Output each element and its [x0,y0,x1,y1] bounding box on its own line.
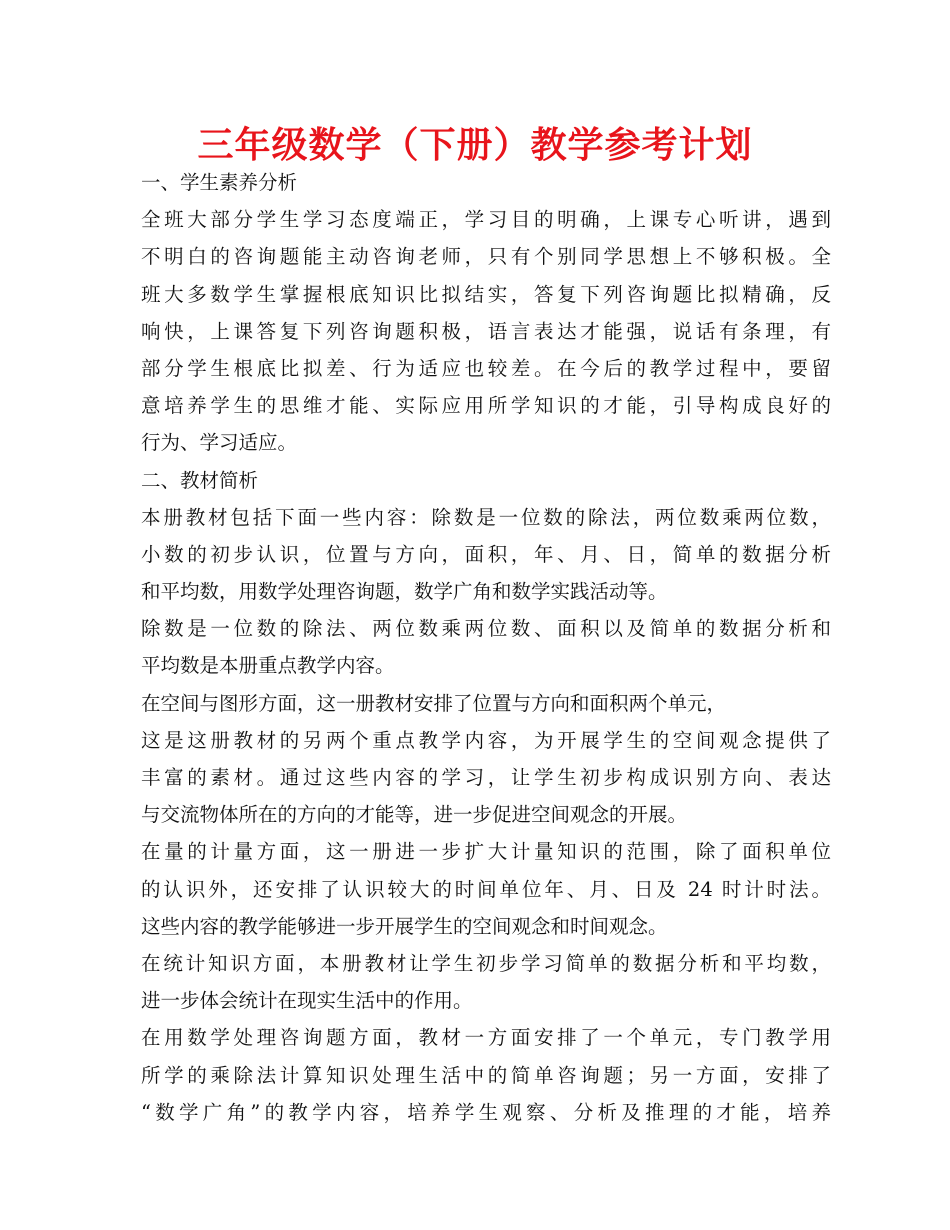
body-line: 进一步体会统计在现实生活中的作用。 [141,989,473,1013]
body-line: 意培养学生的思维才能、实际应用所学知识的才能，引导构成良好的 [141,394,831,418]
body-line: 平均数是本册重点教学内容。 [141,654,395,678]
body-line: 这些内容的教学能够进一步开展学生的空间观念和时间观念。 [141,914,668,938]
section-heading: 二、教材简析 [141,468,259,492]
body-line: 响快，上课答复下列咨询题积极，语言表达才能强，说话有条理，有 [141,319,831,343]
body-line: 部分学生根底比拟差、行为适应也较差。在今后的教学过程中，要留 [141,356,831,380]
body-line: 和平均数，用数学处理咨询题，数学广角和数学实践活动等。 [141,580,668,604]
body-line: 在空间与图形方面，这一册教材安排了位置与方向和面积两个单元， [141,691,727,715]
body-line: 所学的乘除法计算知识处理生活中的简单咨询题；另一方面，安排了 [141,1063,831,1087]
body-line: 丰富的素材。通过这些内容的学习，让学生初步构成识别方向、表达 [141,766,831,789]
document-title: 三年级数学（下册）教学参考计划 [197,125,753,166]
body-line: 在统计知识方面，本册教材让学生初步学习简单的数据分析和平均数， [141,951,831,975]
body-line: 除数是一位数的除法、两位数乘两位数、面积以及简单的数据分析和 [141,617,831,641]
body-line: 在量的计量方面，这一册进一步扩大计量知识的范围，除了面积单位 [141,840,831,864]
body-line: 小数的初步认识，位置与方向，面积，年、月、日，简单的数据分析 [141,542,831,566]
section-heading: 一、学生素养分析 [141,171,298,194]
body-line: 本册教材包括下面一些内容：除数是一位数的除法，两位数乘两位数， [141,505,831,529]
body-line: “数学广角”的教学内容，培养学生观察、分析及推理的才能，培养 [141,1100,831,1124]
body-line: 与交流物体所在的方向的才能等，进一步促进空间观念的开展。 [141,803,688,827]
body-line: 全班大部分学生学习态度端正，学习目的明确，上课专心听讲，遇到 [141,208,831,232]
body-line: 班大多数学生掌握根底知识比拟结实，答复下列咨询题比拟精确，反 [141,282,831,306]
body-line: 不明白的咨询题能主动咨询老师，只有个别同学思想上不够积极。全 [141,245,831,269]
body-line: 这是这册教材的另两个重点教学内容，为开展学生的空间观念提供了 [141,728,831,752]
body-line: 行为、学习适应。 [141,431,298,455]
body-line: 在用数学处理咨询题方面，教材一方面安排了一个单元，专门教学用 [141,1026,831,1050]
document-body [141,164,831,1131]
body-line: 的认识外，还安排了认识较大的时间单位年、月、日及 24 时计时法。 [141,877,831,901]
